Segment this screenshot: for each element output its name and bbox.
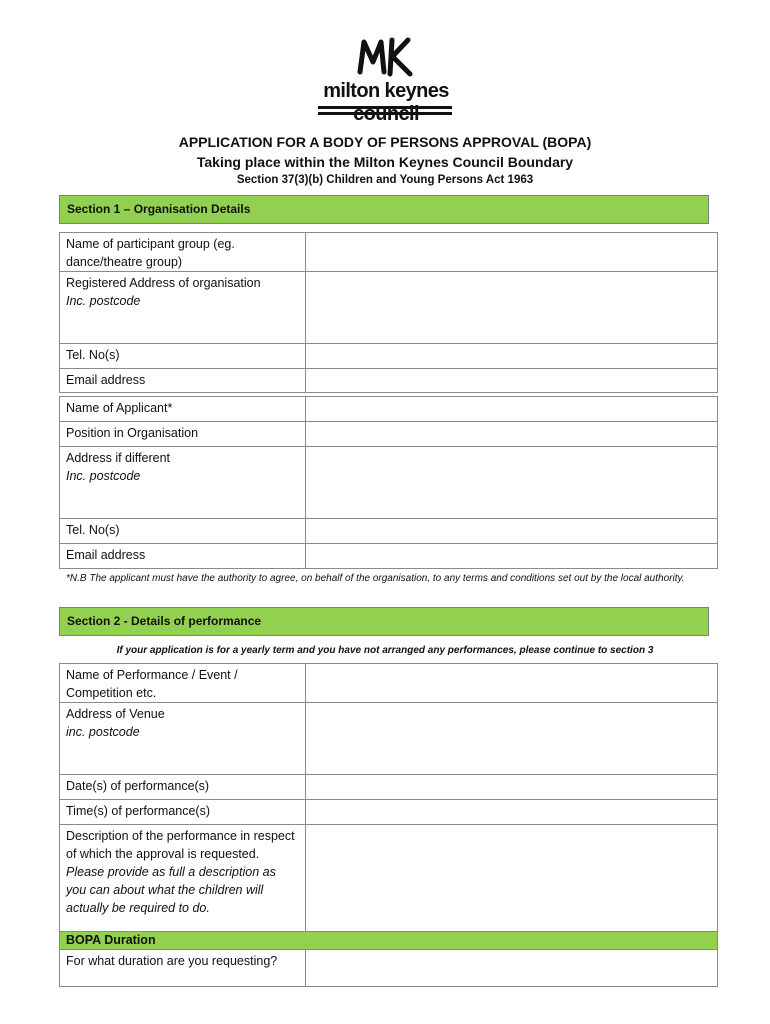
field-label: Address if different xyxy=(66,451,170,465)
performance-details-table xyxy=(59,663,718,987)
table-row xyxy=(60,775,718,800)
applicant-address-label xyxy=(60,447,306,519)
performance-name-field[interactable] xyxy=(306,664,718,703)
field-label: Name of Performance / Event / Competition etc. xyxy=(66,668,238,700)
field-hint: Inc. postcode xyxy=(66,294,141,308)
venue-address-label xyxy=(60,703,306,775)
field-label: Description of the performance in respect of which the approval is requested. xyxy=(66,829,295,861)
legislation-reference: Section 37(3)(b) Children and Young Persons Act 1963 xyxy=(236,174,534,186)
performance-dates-field[interactable] xyxy=(306,775,718,800)
field-hint: Please provide as full a description as you can about what the children will actually be required to do. xyxy=(66,865,276,915)
table-row xyxy=(60,233,718,272)
table-row xyxy=(60,344,718,369)
applicant-name-label xyxy=(60,397,306,422)
table-row xyxy=(60,800,718,825)
table-row xyxy=(60,825,718,932)
org-email-field[interactable] xyxy=(306,369,718,393)
table-row xyxy=(60,447,718,519)
table-row xyxy=(60,369,718,393)
applicant-details-table xyxy=(59,396,718,569)
field-label: Time(s) of performance(s) xyxy=(66,804,211,818)
org-tel-field[interactable] xyxy=(306,344,718,369)
table-row xyxy=(60,272,718,344)
performance-description-label xyxy=(60,825,306,932)
field-label: Tel. No(s) xyxy=(66,523,120,537)
table-row xyxy=(60,950,718,987)
registered-address-label xyxy=(60,272,306,344)
performance-name-label xyxy=(60,664,306,703)
applicant-tel-field[interactable] xyxy=(306,519,718,544)
section2-heading: Section 2 - Details of performance xyxy=(59,607,709,636)
participant-group-field[interactable] xyxy=(306,233,718,272)
table-row xyxy=(60,397,718,422)
applicant-address-field[interactable] xyxy=(306,447,718,519)
performance-times-field[interactable] xyxy=(306,800,718,825)
position-label xyxy=(60,422,306,447)
participant-group-label xyxy=(60,233,306,272)
performance-times-label xyxy=(60,800,306,825)
table-row xyxy=(60,703,718,775)
table-row xyxy=(60,664,718,703)
logo-council-name: milton keynes xyxy=(323,80,449,102)
performance-dates-label xyxy=(60,775,306,800)
position-field[interactable] xyxy=(306,422,718,447)
venue-address-field[interactable] xyxy=(306,703,718,775)
registered-address-field[interactable] xyxy=(306,272,718,344)
yearly-term-note: If your application is for a yearly term and you have not arranged any performances, please continue to section 3 xyxy=(116,645,654,656)
org-tel-label xyxy=(60,344,306,369)
duration-heading: BOPA Duration xyxy=(60,932,718,950)
field-label: Address of Venue xyxy=(66,707,165,721)
field-hint: Inc. postcode xyxy=(66,469,141,483)
field-label: Date(s) of performance(s) xyxy=(66,779,210,793)
field-label: Email address xyxy=(66,548,146,562)
applicant-name-field[interactable] xyxy=(306,397,718,422)
table-row xyxy=(60,519,718,544)
field-label: Email address xyxy=(66,373,146,387)
field-label: For what duration are you requesting? xyxy=(66,954,278,968)
org-email-label xyxy=(60,369,306,393)
field-label: Name of participant group (eg. dance/theatre group) xyxy=(66,237,235,269)
council-logo xyxy=(318,36,454,122)
section1-heading: Section 1 – Organisation Details xyxy=(59,195,709,224)
duration-label xyxy=(60,950,306,987)
duration-heading-row xyxy=(60,932,718,950)
form-title: APPLICATION FOR A BODY OF PERSONS APPROVAL (BOPA) xyxy=(178,134,592,150)
applicant-email-label xyxy=(60,544,306,569)
performance-description-field[interactable] xyxy=(306,825,718,932)
field-label: Name of Applicant* xyxy=(66,401,173,415)
applicant-authority-note: *N.B The applicant must have the authority to agree, on behalf of the organisation, to any terms and conditions set out by the local authority. xyxy=(66,573,685,584)
table-row xyxy=(60,422,718,447)
organisation-details-table xyxy=(59,232,718,393)
mk-logo-mark xyxy=(356,36,416,78)
duration-field[interactable] xyxy=(306,950,718,987)
table-row xyxy=(60,544,718,569)
field-hint: inc. postcode xyxy=(66,725,140,739)
applicant-email-field[interactable] xyxy=(306,544,718,569)
logo-underline xyxy=(318,112,452,115)
field-label: Registered Address of organisation xyxy=(66,276,261,290)
form-subtitle: Taking place within the Milton Keynes Council Boundary xyxy=(196,154,574,170)
applicant-tel-label xyxy=(60,519,306,544)
logo-underline xyxy=(318,106,452,109)
field-label: Position in Organisation xyxy=(66,426,199,440)
field-label: Tel. No(s) xyxy=(66,348,120,362)
